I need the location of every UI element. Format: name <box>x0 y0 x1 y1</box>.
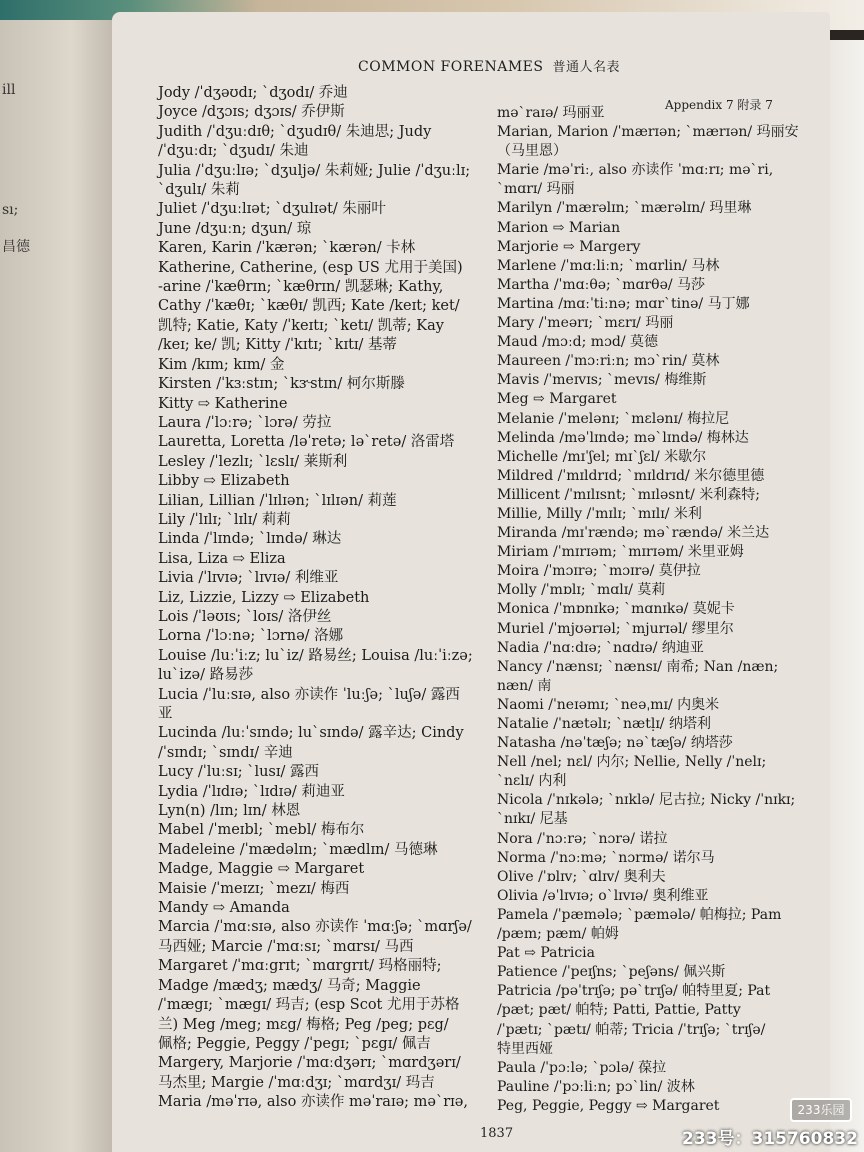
right-column <box>497 104 797 1116</box>
entry-line: Nadia /ˈnɑːdɪə; ˋnɑdɪə/ 纳迪亚 <box>497 639 704 656</box>
entry-line: /ˈdʒuːdɪ; ˋdʒudɪ/ 朱迪 <box>158 143 309 160</box>
entry-line: Pamela /ˈpæmələ; ˋpæmələ/ 帕梅拉; Pam <box>497 906 782 923</box>
entry-line: Joyce /dʒɔɪs; dʒɔɪs/ 乔伊斯 <box>158 104 345 121</box>
entry-line: Marie /məˈriː, also 亦读作 ˈmɑːrɪ; məˋri, <box>497 162 774 179</box>
entry-line: Melanie /ˈmelənɪ; ˋmɛlənɪ/ 梅拉尼 <box>497 410 730 427</box>
entry-line: ˋnɪkɪ/ 尼基 <box>497 811 568 828</box>
page-title-cn: 普通人名表 <box>552 60 620 75</box>
entry-line: Mabel /ˈmeɪbl; ˋmebl/ 梅布尔 <box>158 822 365 839</box>
entry-line: Peg, Peggie, Peggy ⇨ Margaret <box>497 1097 720 1114</box>
entry-line: Libby ⇨ Elizabeth <box>158 473 290 490</box>
entry-line: Muriel /ˈmjʊərɪəl; ˋmjurɪəl/ 缪里尔 <box>497 620 734 637</box>
entry-line: Madeleine /ˈmædəlɪn; ˋmædlɪn/ 马德琳 <box>158 841 438 858</box>
entry-line: Mavis /ˈmeɪvɪs; ˋmevɪs/ 梅维斯 <box>497 372 707 389</box>
entry-line: /ˈsɪndɪ; ˋsɪndɪ/ 辛迪 <box>158 744 293 761</box>
entry-line: Livia /ˈlɪvɪə; ˋlɪvɪə/ 利维亚 <box>158 570 339 587</box>
entry-line: luˋizə/ 路易莎 <box>158 667 254 684</box>
left-column <box>158 84 488 1113</box>
appendix-label: Appendix 7 附录 7 <box>665 98 773 112</box>
entry-line: ˋnɛlɪ/ 内利 <box>497 773 567 790</box>
entry-line: Lyn(n) /lɪn; lɪn/ 林恩 <box>158 803 301 820</box>
page-title-en: COMMON FORENAMES <box>358 59 544 75</box>
entry-line: Monica /ˈmɒnɪkə; ˋmɑnɪkə/ 莫妮卡 <box>497 601 735 618</box>
entry-line: Lily /ˈlɪlɪ; ˋlɪlɪ/ 莉莉 <box>158 511 291 528</box>
entry-line: 亚 <box>158 706 173 722</box>
entry-line: Norma /ˈnɔːmə; ˋnɔrmə/ 诺尔马 <box>497 849 715 866</box>
entry-line: Marjorie ⇨ Margery <box>497 238 641 255</box>
entry-line: Marion ⇨ Marian <box>497 219 621 236</box>
entry-line: Nancy /ˈnænsɪ; ˋnænsɪ/ 南希; Nan /næn; <box>497 658 779 675</box>
entry-line: næn/ 南 <box>497 677 552 694</box>
entry-line: Michelle /mɪˈʃel; mɪˋʃɛl/ 米歇尔 <box>497 448 707 465</box>
entry-line: 马杰里; Margie /ˈmɑːdʒɪ; ˋmɑrdʒɪ/ 玛吉 <box>158 1074 435 1091</box>
entry-line: Lauretta, Loretta /ləˈretə; ləˋretə/ 洛雷塔 <box>158 434 455 451</box>
entry-line: Lisa, Liza ⇨ Eliza <box>158 550 286 567</box>
entry-line: Lesley /ˈlezlɪ; ˋlɛslɪ/ 莱斯利 <box>158 453 348 470</box>
entry-line: Madge /mædʒ; mædʒ/ 马奇; Maggie <box>158 977 421 994</box>
entry-line: Maria /məˈrɪə, also 亦读作 məˈraɪə; məˋrɪə, <box>158 1094 469 1111</box>
entry-line: Olivia /əˈlɪvɪə; oˋlɪvɪə/ 奥利维亚 <box>497 887 709 904</box>
entry-line: （马里恩） <box>497 143 567 160</box>
entry-line: /ˈpætɪ; ˋpætɪ/ 帕蒂; Tricia /ˈtrɪʃə; ˋtrɪʃə/ <box>497 1021 766 1038</box>
entry-line: Lucinda /luːˈsɪndə; luˋsɪndə/ 露辛达; Cindy <box>158 725 464 742</box>
entry-line: Karen, Karin /ˈkærən; ˋkærən/ 卡林 <box>158 240 416 257</box>
entry-line: Marian, Marion /ˈmærɪən; ˋmærɪən/ 玛丽安 <box>497 124 799 141</box>
entry-line: Judith /ˈdʒuːdɪθ; ˋdʒudɪθ/ 朱迪思; Judy <box>158 123 432 140</box>
entry-line: Patricia /pəˈtrɪʃə; pəˋtrɪʃə/ 帕特里夏; Pat <box>497 983 771 1000</box>
entry-line: Molly /ˈmɒlɪ; ˋmɑlɪ/ 莫莉 <box>497 582 666 599</box>
entry-line: Lucy /ˈluːsɪ; ˋlusɪ/ 露西 <box>158 764 319 781</box>
entry-line: Natasha /nəˈtæʃə; nəˋtæʃə/ 纳塔莎 <box>497 735 733 752</box>
entry-line: Nora /ˈnɔːrə; ˋnɔrə/ 诺拉 <box>497 830 668 847</box>
entry-line: Madge, Maggie ⇨ Margaret <box>158 861 365 878</box>
entry-line: ˋdʒulɪ/ 朱莉 <box>158 182 240 199</box>
entry-line: Marcia /ˈmɑːsɪə, also 亦读作 ˈmɑːʃə; ˋmɑrʃə/ <box>158 919 472 936</box>
entry-line: Mildred /ˈmɪldrɪd; ˋmɪldrɪd/ 米尔德里德 <box>497 467 765 484</box>
page-number: 1837 <box>480 1126 514 1141</box>
entry-line: məˋraɪə/ 玛丽亚 <box>497 105 605 121</box>
entry-line: /keɪ; ke/ 凯; Kitty /ˈkɪtɪ; ˋkɪtɪ/ 基蒂 <box>158 337 398 354</box>
entry-line: Marilyn /ˈmærəlɪn; ˋmærəlɪn/ 玛里琳 <box>497 200 752 217</box>
entry-line: Millicent /ˈmɪlɪsnt; ˋmɪləsnt/ 米利森特; <box>497 486 760 503</box>
entry-line: Laura /ˈlɔːrə; ˋlɔrə/ 劳拉 <box>158 414 332 431</box>
entry-line: Nell /nel; nɛl/ 内尔; Nellie, Nelly /ˈnelɪ; <box>497 754 767 771</box>
entry-line: Louise /luːˈiːz; luˋiz/ 路易丝; Louisa /luːˈiːzə; <box>158 647 473 664</box>
entry-line: Miranda /mɪˈrændə; məˋrændə/ 米兰达 <box>497 525 770 542</box>
entry-line: Lucia /ˈluːsɪə, also 亦读作 ˈluːʃə; ˋluʃə/ 露西 <box>158 686 460 703</box>
entry-line: 马西娅; Marcie /ˈmɑːsɪ; ˋmɑrsɪ/ 马西 <box>158 938 414 955</box>
entry-line: Kirsten /ˈkɜːstɪn; ˋkɝstɪn/ 柯尔斯滕 <box>158 376 405 393</box>
left-page-fragment: sı; <box>2 202 19 218</box>
entry-line: Lois /ˈləʊɪs; ˋloɪs/ 洛伊丝 <box>158 608 332 625</box>
entry-line: Cathy /ˈkæθɪ; ˋkæθɪ/ 凯西; Kate /keɪt; ket/ <box>158 298 460 315</box>
entry-line: Lydia /ˈlɪdɪə; ˋlɪdɪə/ 莉迪亚 <box>158 783 345 800</box>
entry-line: Pauline /ˈpɔːliːn; pɔˋlin/ 波林 <box>497 1078 695 1095</box>
entry-line: Kim /kɪm; kɪm/ 金 <box>158 356 285 373</box>
entry-line: Natalie /ˈnætəlɪ; ˋnætḷɪ/ 纳塔利 <box>497 716 711 732</box>
left-page-fragment: 昌德 <box>2 239 30 255</box>
entry-line: Olive /ˈɒlɪv; ˋɑlɪv/ 奥利夫 <box>497 868 666 885</box>
entry-line: Nicola /ˈnɪkələ; ˋnɪklə/ 尼古拉; Nicky /ˈnɪkɪ; <box>497 792 796 809</box>
entry-line: 佩格; Peggie, Peggy /ˈpegɪ; ˋpɛgɪ/ 佩吉 <box>158 1035 431 1052</box>
watermark-text: 233号：315760832 <box>682 1129 858 1149</box>
right-page-edge <box>824 40 864 1152</box>
left-page-edge <box>0 20 120 1152</box>
entry-line: 特里西娅 <box>497 1040 553 1057</box>
entry-line: Mary /ˈmeərɪ; ˋmɛrɪ/ 玛丽 <box>497 315 674 332</box>
entry-line: Juliet /ˈdʒuːlɪət; ˋdʒulɪət/ 朱丽叶 <box>158 201 386 218</box>
entry-line: Julia /ˈdʒuːlɪə; ˋdʒuljə/ 朱莉娅; Julie /ˈdʒuːlɪ; <box>158 162 471 179</box>
entry-line: Mandy ⇨ Amanda <box>158 900 290 917</box>
watermark-logo: 233乐园 <box>790 1098 852 1122</box>
entry-line: Lorna /ˈlɔːnə; ˋlɔrnə/ 洛娜 <box>158 628 344 645</box>
entry-line: Pat ⇨ Patricia <box>497 945 595 962</box>
entry-line: Kitty ⇨ Katherine <box>158 395 288 412</box>
entry-line: Liz, Lizzie, Lizzy ⇨ Elizabeth <box>158 589 370 606</box>
entry-line: ˋmɑrɪ/ 玛丽 <box>497 181 575 198</box>
entry-line: June /dʒuːn; dʒun/ 琼 <box>158 220 312 237</box>
left-page-fragment: ill <box>2 82 16 98</box>
entry-line: /ˈmægɪ; ˋmægɪ/ 玛吉; (esp Scot 尤用于苏格 <box>158 997 460 1014</box>
entry-line: Melinda /məˈlɪndə; məˋlɪndə/ 梅林达 <box>497 429 749 446</box>
entry-line: Paula /ˈpɔːlə; ˋpɔlə/ 葆拉 <box>497 1059 667 1076</box>
entry-line: Meg ⇨ Margaret <box>497 391 617 408</box>
entry-line: Maud /mɔːd; mɔd/ 莫德 <box>497 334 659 351</box>
entry-line: /pæm; pæm/ 帕姆 <box>497 926 619 943</box>
entry-line: Lilian, Lillian /ˈlɪlɪən; ˋlɪlɪən/ 莉莲 <box>158 492 397 509</box>
entry-line: 兰) Meg /meg; mɛg/ 梅格; Peg /peg; pɛg/ <box>158 1016 449 1033</box>
entry-line: Patience /ˈpeɪʃns; ˋpeʃəns/ 佩兴斯 <box>497 964 726 981</box>
entry-line: /pæt; pæt/ 帕特; Patti, Pattie, Patty <box>497 1002 741 1019</box>
entry-line: Margery, Marjorie /ˈmɑːdʒərɪ; ˋmɑrdʒərɪ/ <box>158 1055 461 1072</box>
entry-line: Moira /ˈmɔɪrə; ˋmɔɪrə/ 莫伊拉 <box>497 563 701 580</box>
entry-line: -arine /ˈkæθrɪn; ˋkæθrɪn/ 凯瑟琳; Kathy, <box>158 279 444 296</box>
entry-line: Maisie /ˈmeɪzɪ; ˋmezɪ/ 梅西 <box>158 880 350 897</box>
entry-line: Naomi /ˈneɪəmɪ; ˋneəˌmɪ/ 内奥米 <box>497 696 720 713</box>
entry-line: Jody /ˈdʒəʊdɪ; ˋdʒodɪ/ 乔迪 <box>158 85 348 101</box>
entry-line: Martina /mɑːˈtiːnə; mɑrˋtinə/ 马丁娜 <box>497 295 750 312</box>
entry-line: Margaret /ˈmɑːgrɪt; ˋmɑrgrɪt/ 玛格丽特; <box>158 958 442 975</box>
entry-line: Millie, Milly /ˈmɪlɪ; ˋmɪlɪ/ 米利 <box>497 505 702 522</box>
page-title <box>358 56 620 75</box>
entry-line: Maureen /ˈmɔːriːn; mɔˋrin/ 莫林 <box>497 353 720 370</box>
entry-line: Marlene /ˈmɑːliːn; ˋmɑrlin/ 马林 <box>497 257 720 274</box>
entry-line: 凯特; Katie, Katy /ˈkeɪtɪ; ˋketɪ/ 凯蒂; Kay <box>158 317 444 334</box>
entry-line: Linda /ˈlɪndə; ˋlɪndə/ 琳达 <box>158 531 342 548</box>
entry-line: Martha /ˈmɑːθə; ˋmɑrθə/ 马莎 <box>497 276 706 293</box>
entry-line: Katherine, Catherine, (esp US 尤用于美国) <box>158 259 463 276</box>
entry-line: Miriam /ˈmɪrɪəm; ˋmɪrɪəm/ 米里亚姆 <box>497 544 744 561</box>
